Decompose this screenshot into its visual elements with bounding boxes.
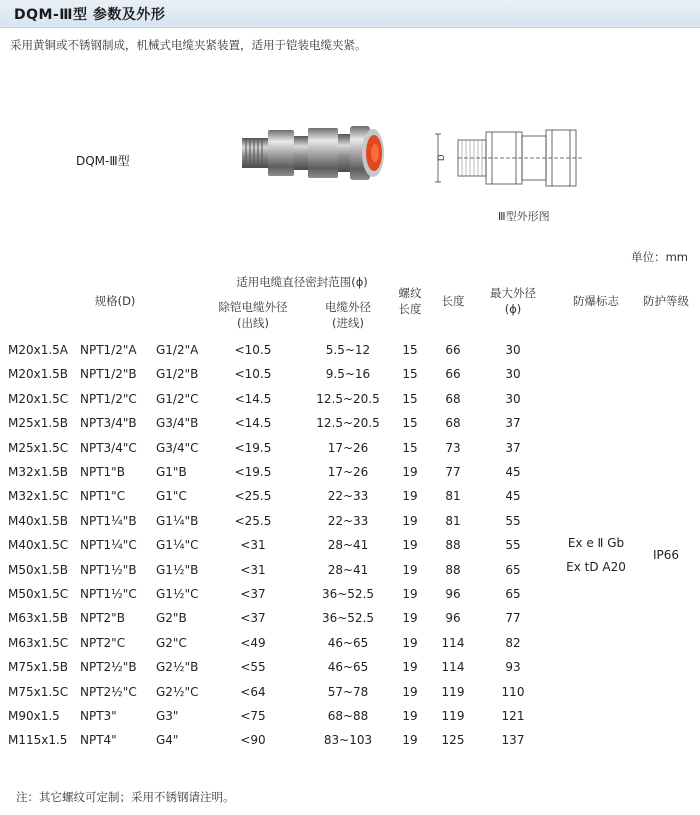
table-row [0,363,700,388]
cell-outer-cable: <14.5 [234,416,272,431]
cell-g: G3" [156,709,179,723]
cell-inner-cable: 57~78 [327,684,369,699]
cell-max-od: 30 [505,367,521,382]
dimension-label: D [436,154,446,161]
cell-length: 114 [441,660,465,675]
cell-npt: NPT1"C [80,489,126,504]
cell-npt: NPT1"B [80,465,125,479]
cell-outer-cable: <49 [240,635,266,650]
cell-inner-cable: 46~65 [327,635,369,650]
cell-length: 96 [445,587,461,601]
cell-outer-cable: <10.5 [234,343,272,357]
cell-outer-cable: <19.5 [234,465,272,479]
cell-npt: NPT1½"B [80,562,137,577]
cell-g: G3/4"C [156,440,199,455]
table-row [0,729,700,754]
table-row [0,339,700,364]
cell-thread-length: 15 [402,440,418,455]
cell-length: 114 [441,635,465,650]
cell-max-od: 45 [505,489,521,504]
cell-g: G1/2"B [156,367,199,382]
cell-npt: NPT3" [80,709,117,723]
cell-npt: NPT1¼"C [80,538,137,553]
header-outer-cable-note: (出线) [237,316,269,330]
cell-max-od: 110 [501,684,525,699]
cell-inner-cable: 22~33 [327,513,369,528]
cell-thread-length: 19 [402,611,418,626]
table-row [0,705,700,730]
cell-g: G1/2"A [156,343,199,357]
cell-g: G1½"B [156,562,199,577]
header-ip-grade: 防护等级 [643,294,689,308]
cell-thread-length: 19 [402,709,418,723]
cell-metric: M25x1.5B [8,416,69,431]
cell-outer-cable: <37 [240,611,266,626]
cell-outer-cable: <55 [240,660,266,675]
product-label: DQM-Ⅲ型 [76,154,130,168]
cell-inner-cable: 36~52.5 [321,611,375,626]
header-spec: 规格(D) [94,294,136,308]
table-row [0,583,700,608]
cell-length: 88 [445,538,461,553]
cell-max-od: 55 [505,513,521,528]
cell-outer-cable: <31 [240,562,266,577]
cell-outer-cable: <25.5 [234,513,272,528]
cell-outer-cable: <14.5 [234,391,272,406]
table-row [0,510,700,535]
cell-npt: NPT2½"B [80,660,137,675]
cell-npt: NPT4" [80,733,117,748]
cell-inner-cable: 12.5~20.5 [316,416,380,431]
cell-npt: NPT2"B [80,611,125,626]
cell-g: G1¼"C [156,538,199,553]
cell-length: 66 [445,343,461,357]
cell-inner-cable: 9.5~16 [325,367,371,382]
cell-g: G1/2"C [156,391,199,406]
table-row [0,607,700,632]
cell-outer-cable: <25.5 [234,489,272,504]
cell-metric: M20x1.5C [8,391,69,406]
cell-metric: M90x1.5 [8,709,60,723]
cell-max-od: 93 [505,660,521,675]
cell-outer-cable: <10.5 [234,367,272,382]
cell-inner-cable: 22~33 [327,489,369,504]
cell-metric: M50x1.5B [8,562,69,577]
cell-thread-length: 19 [402,513,418,528]
cell-length: 68 [445,416,461,431]
cell-g: G4" [156,733,179,748]
cell-outer-cable: <64 [240,684,266,699]
header-ex-mark: 防爆标志 [573,294,619,308]
header-inner-cable-note: (进线) [332,316,364,330]
cell-g: G3/4"B [156,416,199,431]
cell-metric: M20x1.5A [8,343,69,357]
cell-thread-length: 19 [402,562,418,577]
cell-max-od: 121 [501,709,525,723]
cell-max-od: 82 [505,635,521,650]
cell-length: 119 [441,709,465,723]
header-sealing-range: 适用电缆直径密封范围(ϕ) [236,275,368,289]
cell-thread-length: 19 [402,733,418,748]
cell-length: 66 [445,367,461,382]
cell-outer-cable: <37 [240,587,266,601]
cell-outer-cable: <19.5 [234,440,272,455]
cell-length: 119 [441,684,465,699]
table-row [0,656,700,681]
cell-metric: M32x1.5B [8,465,69,479]
cell-inner-cable: 17~26 [327,465,369,479]
cell-npt: NPT2½"C [80,684,137,699]
cell-max-od: 37 [505,416,521,431]
cell-g: G2½"C [156,684,199,699]
cell-metric: M75x1.5C [8,684,69,699]
cell-metric: M63x1.5B [8,611,69,626]
cell-metric: M50x1.5C [8,587,69,601]
cell-thread-length: 15 [402,343,418,357]
header-max-od-1: 最大外径 [490,286,536,300]
table-row [0,681,700,706]
cell-max-od: 30 [505,343,521,357]
cell-npt: NPT2"C [80,635,126,650]
cell-npt: NPT1½"C [80,587,137,601]
header-thread-1: 螺纹 [398,286,422,300]
cell-outer-cable: <31 [240,538,266,553]
cell-g: G2½"B [156,660,199,675]
cell-length: 96 [445,611,461,626]
cell-inner-cable: 17~26 [327,440,369,455]
cell-max-od: 65 [505,562,521,577]
cell-inner-cable: 83~103 [323,733,373,748]
cell-max-od: 65 [505,587,521,601]
cell-length: 68 [445,391,461,406]
product-description: 采用黄铜或不锈钢制成，机械式电缆夹紧装置，适用于铠装电缆夹紧。 [10,38,367,52]
table-row [0,485,700,510]
cell-outer-cable: <90 [240,733,266,748]
ex-mark-line-1: Ex e Ⅱ Gb [567,536,625,550]
cell-outer-cable: <75 [240,709,266,723]
cell-g: G2"B [156,611,187,626]
cell-inner-cable: 5.5~12 [325,343,371,357]
cell-thread-length: 15 [402,391,418,406]
cell-thread-length: 15 [402,367,418,382]
cell-g: G2"C [156,635,187,650]
cell-metric: M40x1.5B [8,513,69,528]
cell-g: G1½"C [156,587,199,601]
cell-npt: NPT3/4"C [80,440,137,455]
cell-thread-length: 19 [402,538,418,553]
cell-npt: NPT1¼"B [80,513,137,528]
cell-length: 77 [445,465,461,479]
unit-label: 单位：mm [631,250,688,264]
cell-max-od: 45 [505,465,521,479]
cell-metric: M115x1.5 [8,733,68,748]
cell-thread-length: 19 [402,587,418,601]
cell-max-od: 137 [501,733,525,748]
header-outer-cable: 除铠电缆外径 [218,300,288,314]
outline-drawing [432,124,590,194]
cell-npt: NPT1/2"C [80,391,137,406]
cell-inner-cable: 28~41 [327,562,369,577]
cell-thread-length: 19 [402,660,418,675]
cell-metric: M20x1.5B [8,367,69,382]
cell-length: 81 [445,489,461,504]
cell-g: G1"C [156,489,187,504]
table-row [0,632,700,657]
cell-inner-cable: 46~65 [327,660,369,675]
cell-metric: M63x1.5C [8,635,69,650]
header-length: 长度 [441,294,465,308]
cell-inner-cable: 36~52.5 [321,587,375,601]
cell-thread-length: 19 [402,465,418,479]
cell-max-od: 55 [505,538,521,553]
header-inner-cable: 电缆外径 [325,300,371,314]
cell-thread-length: 19 [402,635,418,650]
cell-inner-cable: 28~41 [327,538,369,553]
cell-g: G1¼"B [156,513,199,528]
cell-length: 88 [445,562,461,577]
cell-length: 125 [441,733,465,748]
table-row [0,412,700,437]
drawing-caption: Ⅲ型外形图 [498,210,550,223]
header-max-od-2: (ϕ) [504,302,522,316]
ex-mark-line-2: Ex tD A20 [566,560,626,574]
cell-npt: NPT1/2"A [80,343,137,357]
table-row [0,437,700,462]
cell-metric: M25x1.5C [8,440,69,455]
title-bar [0,0,700,28]
footnote: 注：其它螺纹可定制；采用不锈钢请注明。 [16,790,235,804]
cell-metric: M32x1.5C [8,489,69,504]
cell-max-od: 30 [505,391,521,406]
cell-inner-cable: 68~88 [327,709,369,723]
cell-length: 81 [445,513,461,528]
cell-inner-cable: 12.5~20.5 [316,391,380,406]
cell-thread-length: 19 [402,489,418,504]
cell-max-od: 37 [505,440,521,455]
page-title: DQM-Ⅲ型 参数及外形 [14,7,166,23]
cell-metric: M75x1.5B [8,660,69,675]
cell-npt: NPT3/4"B [80,416,137,431]
cell-length: 73 [445,440,461,455]
cell-g: G1"B [156,465,187,479]
table-row [0,388,700,413]
cell-metric: M40x1.5C [8,538,69,553]
cell-npt: NPT1/2"B [80,367,137,382]
cell-max-od: 77 [505,611,521,626]
cell-thread-length: 19 [402,684,418,699]
ip-grade-value: IP66 [652,548,680,562]
table-row [0,461,700,486]
product-photo [240,120,390,182]
header-thread-2: 长度 [398,302,422,316]
cell-thread-length: 15 [402,416,418,431]
